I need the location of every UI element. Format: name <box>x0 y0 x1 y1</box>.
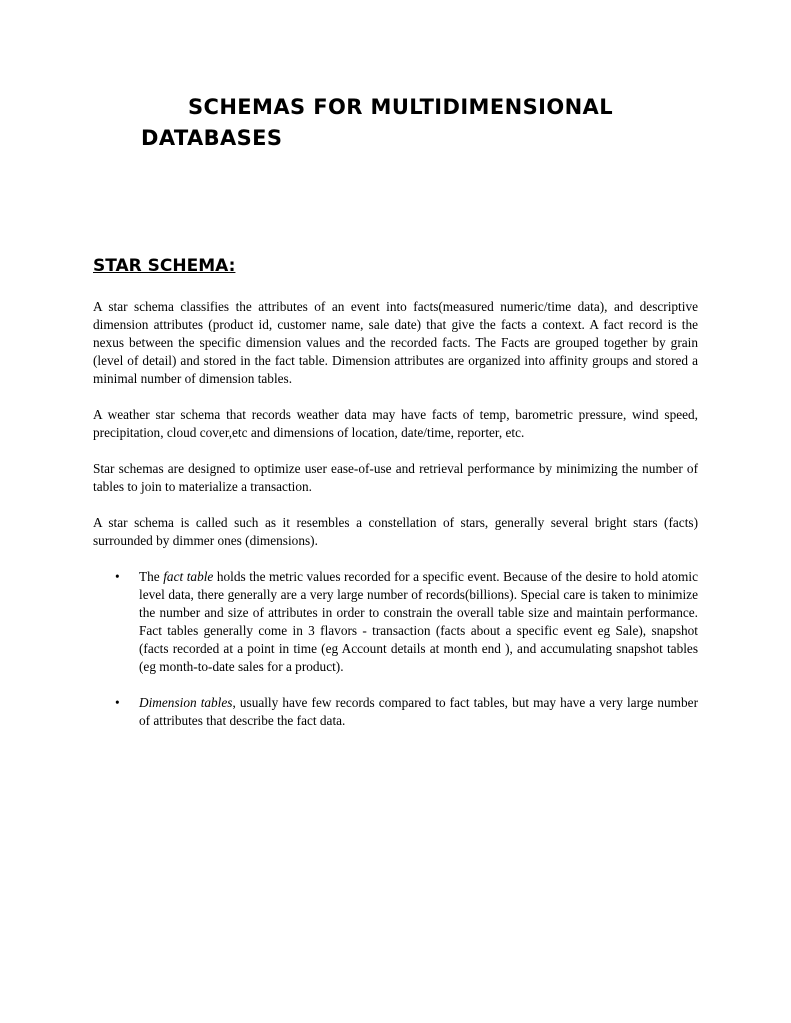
section-heading: STAR SCHEMA: <box>93 256 236 276</box>
document-title <box>141 92 701 154</box>
paragraph: Star schemas are designed to optimize user ease-of-use and retrieval performance by minimizing the number of tables to join to materialize a transaction. <box>93 461 698 494</box>
bullet-emphasis: fact table <box>163 569 214 584</box>
bullet-prefix: The <box>139 569 164 584</box>
title-line-1: SCHEMAS FOR MULTIDIMENSIONAL <box>188 95 613 119</box>
bullet-icon: • <box>115 569 120 584</box>
document-body <box>93 298 698 748</box>
paragraph: A star schema is called such as it resembles a constellation of stars, generally several bright stars (facts) surrounded by dimmer ones (dimensions). <box>93 515 698 548</box>
bullet-text: holds the metric values recorded for a specific event. Because of the desire to hold atomic level data, there generally are a very large number of records(billions). Special care is taken to minimize the number and size of attributes in order to constrain the overall table size and maintain performance. Fact tables generally come in 3 flavors - transaction (facts about a specific event eg Sale), snapshot (facts recorded at a point in time (eg Account details at month end ), and accumulating snapshot tables (eg month-to-date sales for a product). <box>139 569 698 674</box>
bullet-emphasis: Dimension tables <box>139 695 233 710</box>
bullet-icon: • <box>115 695 120 710</box>
title-line-2: DATABASES <box>141 126 283 150</box>
bullet-list <box>93 568 698 730</box>
paragraph: A weather star schema that records weather data may have facts of temp, barometric pressure, wind speed, precipitation, cloud cover,etc and dimensions of location, date/time, reporter, etc. <box>93 407 698 440</box>
list-item <box>93 694 698 730</box>
list-item <box>93 568 698 676</box>
paragraph: A star schema classifies the attributes of an event into facts(measured numeric/time data), and descriptive dimension attributes (product id, customer name, sale date) that give the facts a context. A fact record is the nexus between the specific dimension values and the recorded facts. The Facts are grouped together by grain (level of detail) and stored in the fact table. Dimension attributes are organized into affinity groups and stored a minimal number of dimension tables. <box>93 299 698 386</box>
bullet-text: , usually have few records compared to fact tables, but may have a very large number of attributes that describe the fact data. <box>139 695 699 728</box>
